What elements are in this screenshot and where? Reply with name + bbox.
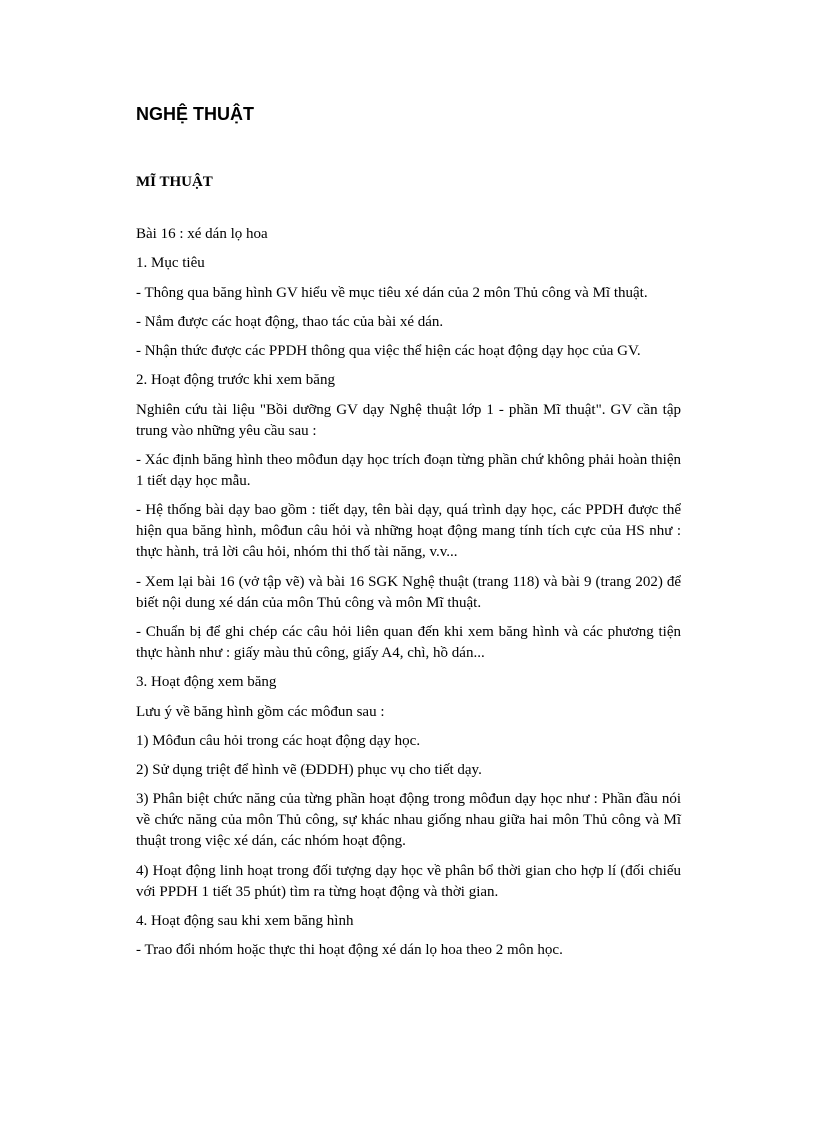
subheading-viewing: 3. Hoạt động xem băng <box>136 674 277 691</box>
paragraph: Lưu ý về băng hình gồm các môđun sau : <box>136 703 385 720</box>
paragraph: - Nhận thức được các PPDH thông qua việc thể hiện các hoạt động dạy học của GV. <box>136 343 641 360</box>
paragraph: Nghiên cứu tài liệu "Bồi dưỡng GV dạy Nghệ thuật lớp 1 - phần Mĩ thuật". GV cần tập trung vào những yêu cầu sau : <box>136 401 681 439</box>
paragraph: - Nắm được các hoạt động, thao tác của bài xé dán. <box>136 313 444 330</box>
subheading-before-viewing: 2. Hoạt động trước khi xem băng <box>136 372 335 389</box>
list-item: 3) Phân biệt chức năng của từng phần hoạt động trong môđun dạy học như : Phần đầu nói về chức năng của môn Thủ công, sự khác nhau giống nhau giữa hai môn Thủ công và Mĩ thuật trong việc xé dán, các nhóm hoạt động. <box>136 791 681 850</box>
paragraph: - Xác định băng hình theo môđun dạy học trích đoạn từng phần chứ không phải hoàn thiện 1 tiết dạy học mẫu. <box>136 452 681 490</box>
subheading-objectives: 1. Mục tiêu <box>136 255 205 272</box>
document-body <box>136 224 681 970</box>
paragraph: - Thông qua băng hình GV hiểu về mục tiêu xé dán của 2 môn Thủ công và Mĩ thuật. <box>136 284 648 301</box>
paragraph: - Hệ thống bài dạy bao gồm : tiết dạy, tên bài dạy, quá trình dạy học, các PPDH được thể hiện qua băng hình, môđun câu hỏi và những hoạt động mang tính tích cực của HS như : thực hành, trả lời câu hỏi, nhóm thi thố tài năng, v.v... <box>136 502 681 561</box>
document-title: NGHỆ THUẬT <box>136 104 254 124</box>
section-title: MĨ THUẬT <box>136 174 213 190</box>
list-item: 2) Sử dụng triệt để hình vẽ (ĐDDH) phục vụ cho tiết dạy. <box>136 762 482 779</box>
list-item: 1) Môđun câu hỏi trong các hoạt động dạy học. <box>136 732 421 749</box>
list-item: 4) Hoạt động linh hoạt trong đối tượng dạy học về phân bổ thời gian cho hợp lí (đối chiếu với PPDH 1 tiết 35 phút) tìm ra từng hoạt động và thời gian. <box>136 862 681 900</box>
paragraph: - Chuẩn bị để ghi chép các câu hỏi liên quan đến khi xem băng hình và các phương tiện thực hành như : giấy màu thủ công, giấy A4, chì, hồ dán... <box>136 623 681 661</box>
subheading-after-viewing: 4. Hoạt động sau khi xem băng hình <box>136 913 354 930</box>
lesson-heading: Bài 16 : xé dán lọ hoa <box>136 226 268 242</box>
paragraph: - Trao đổi nhóm hoặc thực thi hoạt động xé dán lọ hoa theo 2 môn học. <box>136 942 563 959</box>
paragraph: - Xem lại bài 16 (vở tập vẽ) và bài 16 SGK Nghệ thuật (trang 118) và bài 9 (trang 202) để biết nội dung xé dán của môn Thủ công và môn Mĩ thuật. <box>136 573 681 611</box>
